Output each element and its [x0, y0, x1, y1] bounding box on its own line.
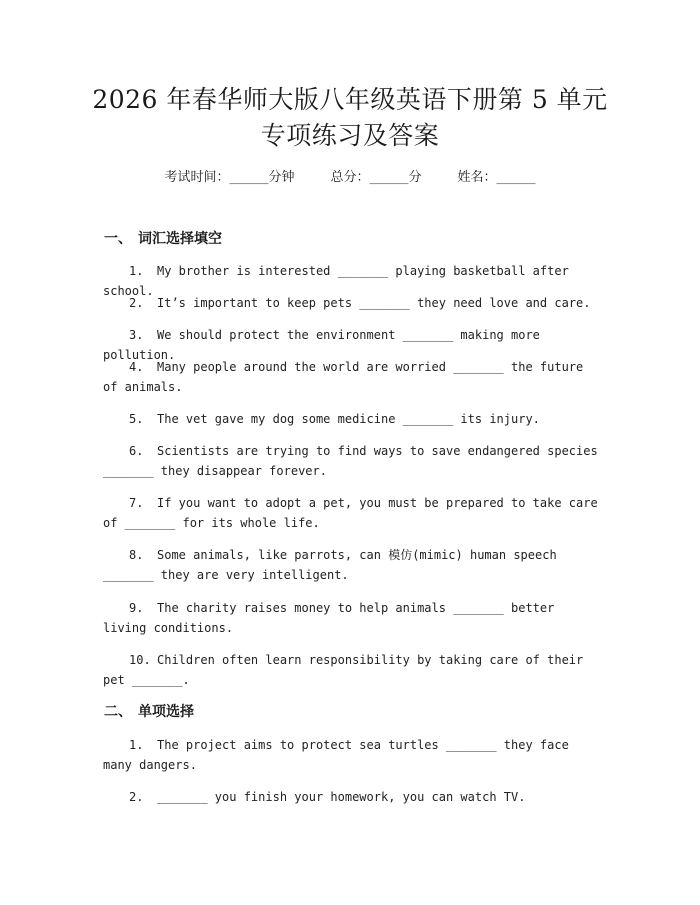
- question-text: Scientists are trying to find ways to save endangered species _______ they disappear forever.: [103, 444, 598, 478]
- exam-time: 考试时间：______分钟: [164, 170, 295, 185]
- question-text: We should protect the environment _______ making more pollution.: [103, 328, 540, 362]
- section-number: 二、: [104, 704, 132, 720]
- section-number: 一、: [104, 231, 132, 247]
- question-item: [103, 650, 603, 690]
- question-text: Children often learn responsibility by taking care of their pet _______.: [103, 653, 584, 687]
- question-item: [103, 787, 603, 807]
- question-item: [103, 409, 603, 429]
- title-line-1: 2026 年春华师大版八年级英语下册第 5 单元: [92, 85, 608, 114]
- question-number: 3.: [129, 328, 144, 342]
- question-text: Many people around the world are worried _______ the future of animals.: [103, 360, 584, 394]
- question-item: [103, 441, 603, 481]
- question-number: 2.: [129, 790, 144, 804]
- exam-meta: [0, 168, 700, 188]
- question-item: [103, 293, 603, 313]
- question-text: It’s important to keep pets _______ they need love and care.: [157, 296, 591, 310]
- question-item: [103, 735, 603, 775]
- question-number: 4.: [129, 360, 144, 374]
- question-item: [103, 357, 603, 397]
- question-text: _______ you finish your homework, you can watch TV.: [157, 790, 526, 804]
- question-number: 2.: [129, 296, 144, 310]
- question-text: The vet gave my dog some medicine _______ its injury.: [157, 412, 540, 426]
- section-heading-2: [104, 702, 194, 722]
- question-number: 5.: [129, 412, 144, 426]
- question-number: 1.: [129, 264, 144, 278]
- question-item: [103, 493, 603, 533]
- question-item: [103, 598, 603, 638]
- question-number: 10.: [129, 653, 151, 667]
- section-title: 词汇选择填空: [138, 231, 222, 247]
- exam-score: 总分：______分: [330, 170, 422, 185]
- question-number: 7.: [129, 496, 144, 510]
- student-name-field: 姓名：______: [457, 170, 536, 185]
- question-number: 6.: [129, 444, 144, 458]
- question-number: 9.: [129, 601, 144, 615]
- question-number: 8.: [129, 548, 144, 562]
- page-title: [0, 82, 700, 154]
- question-number: 1.: [129, 738, 144, 752]
- question-text: The project aims to protect sea turtles _______ they face many dangers.: [103, 738, 569, 772]
- question-text: If you want to adopt a pet, you must be prepared to take care of _______ for its whole life.: [103, 496, 598, 530]
- section-title: 单项选择: [138, 704, 194, 720]
- section-heading-1: [104, 229, 222, 249]
- question-text: The charity raises money to help animals _______ better living conditions.: [103, 601, 555, 635]
- question-text: Some animals, like parrots, can 模仿(mimic) human speech _______ they are very intelligent.: [103, 548, 557, 582]
- question-text: My brother is interested _______ playing basketball after school.: [103, 264, 569, 298]
- question-item: [103, 545, 603, 585]
- title-line-2: 专项练习及答案: [260, 121, 440, 150]
